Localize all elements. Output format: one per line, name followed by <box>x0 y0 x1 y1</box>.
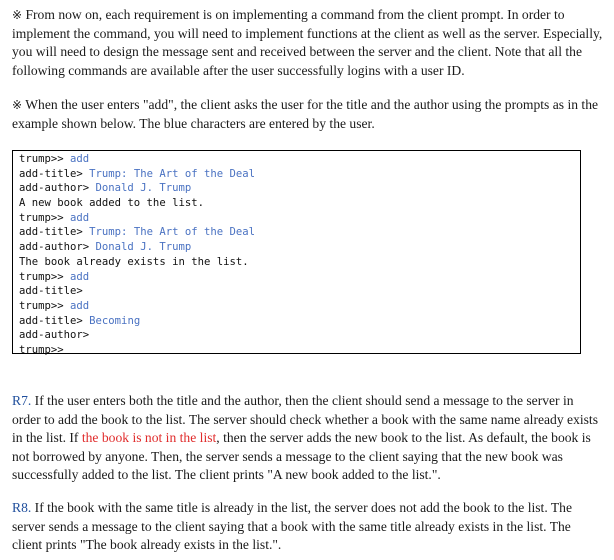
terminal-line <box>19 240 580 255</box>
reference-mark-icon: ※ <box>12 98 23 112</box>
terminal-prompt-text: add-title> <box>19 226 90 239</box>
terminal-user-input: Trump: The Art of the Deal <box>89 226 255 239</box>
terminal-prompt-text: add-author> <box>19 241 96 254</box>
requirement-r8 <box>12 499 604 555</box>
terminal-line <box>19 211 580 226</box>
terminal-prompt-text: add-author> <box>19 182 96 195</box>
terminal-prompt-text: The book already exists in the list. <box>19 255 249 268</box>
terminal-prompt-text: trump>> <box>19 343 64 356</box>
terminal-line <box>19 181 580 196</box>
add-command-text: When the user enters "add", the client asks the user for the title and the author using the prompts as in the example shown below. The blue characters are entered by the user. <box>12 97 599 131</box>
terminal-line <box>19 225 580 240</box>
terminal-prompt-text: trump>> <box>19 299 71 312</box>
terminal-user-input: Donald J. Trump <box>95 241 192 254</box>
terminal-prompt-text: add-title> <box>19 314 90 327</box>
terminal-line <box>19 284 580 299</box>
add-command-paragraph <box>12 96 604 133</box>
terminal-user-input: add <box>70 299 90 312</box>
terminal-prompt-text: trump>> <box>19 153 71 165</box>
requirement-label-r7: R7. <box>12 393 32 408</box>
terminal-line <box>19 343 580 358</box>
terminal-example-box <box>12 150 581 354</box>
terminal-user-input: add <box>70 270 90 283</box>
terminal-user-input: add <box>70 211 90 224</box>
requirement-r7 <box>12 392 604 485</box>
terminal-user-input: Trump: The Art of the Deal <box>89 167 255 180</box>
terminal-prompt-text: trump>> <box>19 270 71 283</box>
r7-text-part2: , then the server adds the new book to the list. As default, the book is not borrowed by anyone. Then, the server sends a message to the client saying that the new book was successfully added to the list. The client prints "A new book added to the list.". <box>12 430 591 482</box>
terminal-prompt-text: add-title> <box>19 285 83 298</box>
reference-mark-icon: ※ <box>12 8 23 22</box>
requirement-label-r8: R8. <box>12 500 32 515</box>
terminal-line <box>19 270 580 285</box>
terminal-line <box>19 314 580 329</box>
terminal-prompt-text: add-author> <box>19 329 90 342</box>
terminal-user-input: add <box>70 153 90 165</box>
intro-text: From now on, each requirement is on implementing a command from the client prompt. In order to implement the command, you will need to implement functions at the client as well as the server. Especially, you will need to design the message sent and received between the server and the client. Note that all the following commands are available after the user successfully logins with a user ID. <box>12 7 603 78</box>
r7-highlight: the book is not in the list <box>81 430 217 445</box>
terminal-line <box>19 255 580 270</box>
terminal-line <box>19 299 580 314</box>
terminal-line <box>19 152 580 167</box>
r8-text: If the book with the same title is already in the list, the server does not add the book to the list. The server sends a message to the client saying that a book with the same title already exists in the list. The client prints "The book already exists in the list.". <box>12 500 573 552</box>
terminal-user-input: Donald J. Trump <box>95 182 192 195</box>
terminal-user-input: Becoming <box>89 314 141 327</box>
terminal-line <box>19 328 580 343</box>
terminal-prompt-text: A new book added to the list. <box>19 197 204 210</box>
intro-paragraph <box>12 6 604 80</box>
terminal-prompt-text: trump>> <box>19 211 71 224</box>
terminal-line <box>19 167 580 182</box>
terminal-prompt-text: add-title> <box>19 167 90 180</box>
terminal-line <box>19 196 580 211</box>
r7-text-part1: If the user enters both the title and the author, then the client should send a message to the server in order to add the book to the list. The server should check whether a book with the same name already exists in the list. If <box>12 393 598 445</box>
